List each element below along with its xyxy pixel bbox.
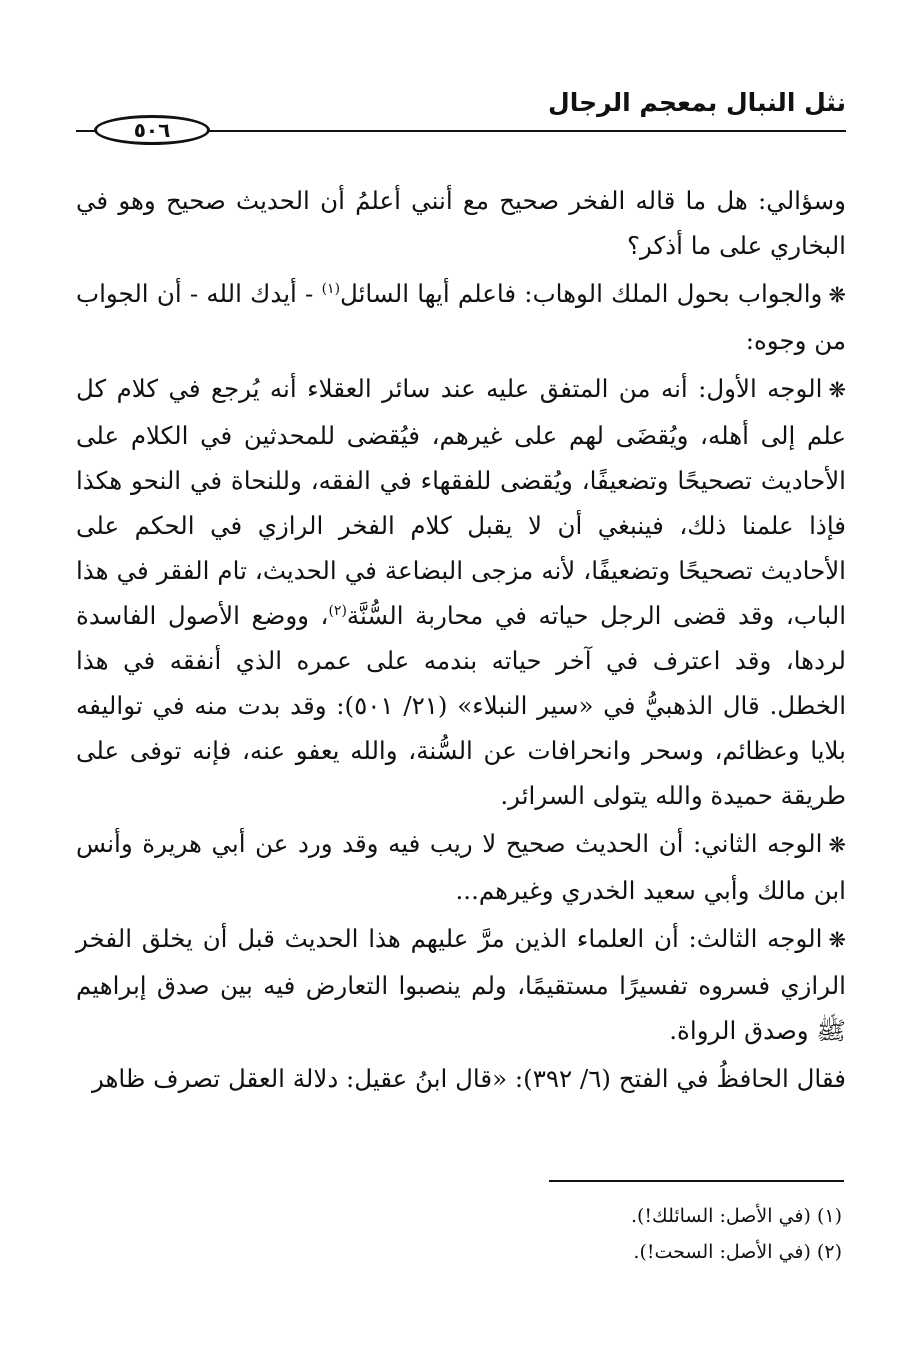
book-title: نثل النبال بمعجم الرجال bbox=[548, 88, 846, 117]
footnote-rule bbox=[549, 1180, 844, 1182]
paragraph-text: ، ووضع الأصول الفاسدة لردها، وقد اعترف في آخر حياته بندمه على عمره الذي أنفقه في هذا الخطل. قال الذهبيُّ في «سير النبلاء» (٢١/ ٥٠١): وقد بدت منه في تواليفه بلايا وعظائم، وسحر وانحرافات عن السُّنة، والله يعفو عنه، فإنه توفى على طريقة حميدة والله يتولى السرائر. bbox=[76, 601, 846, 810]
paragraph-text: الوجه الثاني: أن الحديث صحيح لا ريب فيه وقد ورد عن أبي هريرة وأنس ابن مالك وأبي سعيد الخدري وغيرهم... bbox=[76, 829, 846, 905]
paragraph-answer-intro bbox=[76, 271, 846, 363]
paragraph-second-aspect bbox=[76, 821, 846, 913]
paragraph-star-icon: ❋ bbox=[828, 378, 846, 402]
paragraph-first-aspect bbox=[76, 366, 846, 818]
body-text bbox=[76, 178, 846, 1104]
footnote-2: (٢) (في الأصل: السحت!). bbox=[633, 1241, 842, 1263]
paragraph-star-icon: ❋ bbox=[828, 928, 846, 952]
footnote-ref-2[interactable]: (٢) bbox=[328, 602, 347, 619]
footnotes bbox=[76, 1198, 846, 1270]
paragraph-third-aspect bbox=[76, 916, 846, 1053]
page-header bbox=[76, 76, 846, 146]
paragraph-star-icon: ❋ bbox=[828, 283, 846, 307]
paragraph-question bbox=[76, 178, 846, 268]
page-number: ٥٠٦ bbox=[94, 115, 210, 145]
footnote-1: (١) (في الأصل: السائلك!). bbox=[630, 1205, 842, 1227]
paragraph-star-icon: ❋ bbox=[828, 833, 846, 857]
paragraph-text: الوجه الأول: أنه من المتفق عليه عند سائر العقلاء أنه يُرجع في كلام كل علم إلى أهله، ويُقضَى لهم على غيرهم، فيُقضى للمحدثين في الكلام على الأحاديث تصحيحًا وتضعيفًا، ويُقضى للفقهاء في الفقه، وللنحاة في النحو هكذا فإذا علمنا ذلك، فينبغي أن لا يقبل كلام الفخر الرازي في الحكم على الأحاديث تصحيحًا وتضعيفًا، لأنه مزجى البضاعة في الحديث، تام الفقر في هذا الباب، وقد قضى الرجل حياته في محاربة السُّنَّة bbox=[76, 374, 846, 630]
paragraph-text: - أيدك الله - أن الجواب من وجوه: bbox=[76, 279, 846, 355]
paragraph-text: فقال الحافظُ في الفتح (٦/ ٣٩٢): «قال ابنُ عقيل: دلالة العقل تصرف ظاهر bbox=[91, 1064, 846, 1093]
paragraph-text: الوجه الثالث: أن العلماء الذين مرَّ عليهم هذا الحديث قبل أن يخلق الفخر الرازي فسروه تفسيرًا مستقيمًا، ولم ينصبوا التعارض فيه بين صدق إبراهيم ﷺ وصدق الرواة. bbox=[76, 924, 846, 1045]
paragraph-quote bbox=[76, 1056, 846, 1101]
footnote-ref-1[interactable]: (١) bbox=[321, 280, 341, 297]
paragraph-text: وسؤالي: هل ما قاله الفخر صحيح مع أنني أعلمُ أن الحديث صحيح وهو في البخاري على ما أذكر؟ bbox=[76, 186, 846, 260]
paragraph-text: والجواب بحول الملك الوهاب: فاعلم أيها السائل bbox=[340, 279, 823, 308]
